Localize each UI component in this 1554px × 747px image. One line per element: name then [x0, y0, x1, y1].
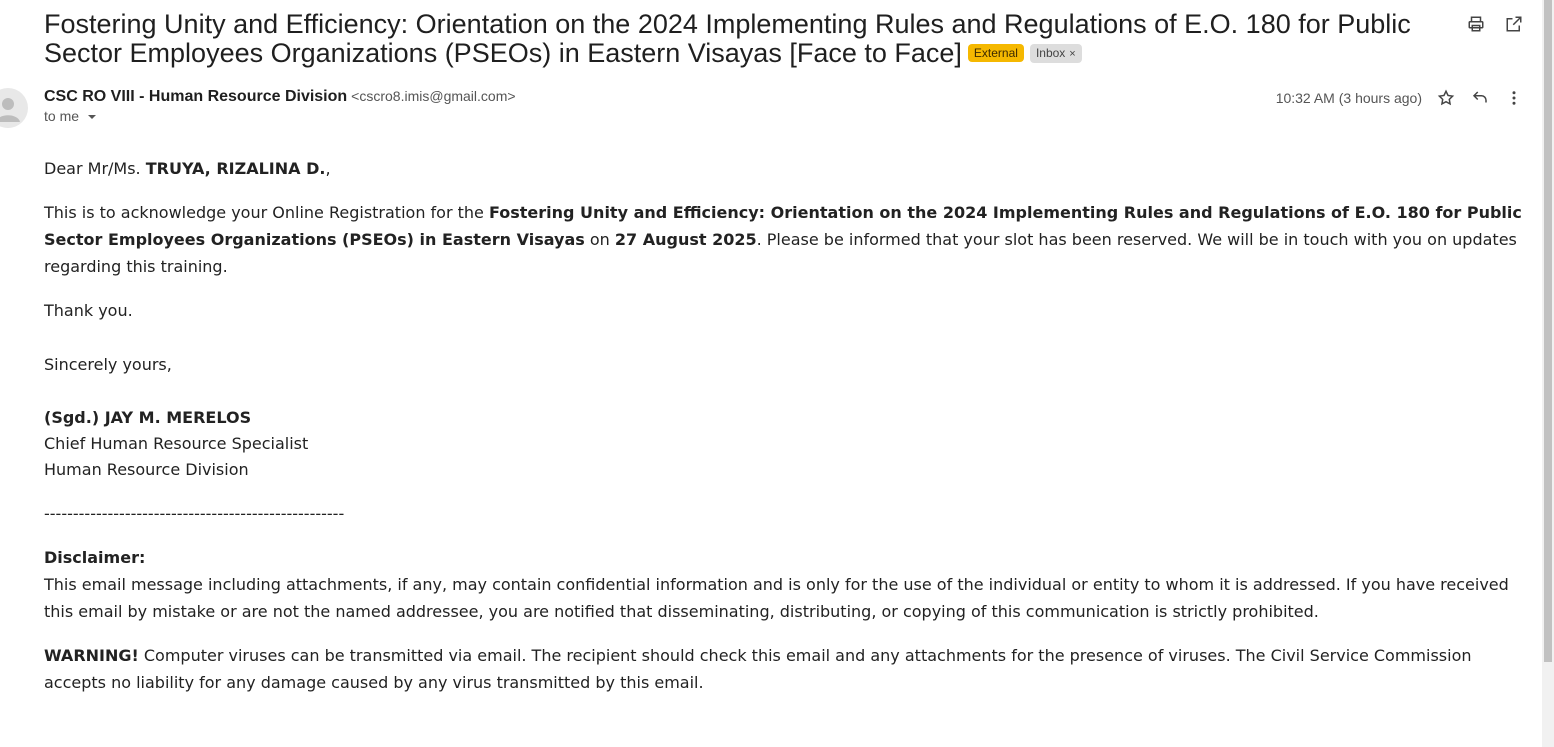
greeting-suffix: ,: [325, 159, 331, 178]
signatory-division: Human Resource Division: [44, 460, 249, 479]
ack-title: Fostering Unity and Efficiency: Orientation on the 2024 Implementing Rules and Regulations of E.O. 180 for Public Sector Employees Organizations (PSEOs) in Eastern Visayas: [44, 203, 1522, 249]
sender-block: [44, 88, 516, 125]
inbox-label-text: Inbox: [1035, 46, 1066, 60]
disclaimer-heading: [44, 544, 1524, 571]
closing: Sincerely yours,: [44, 355, 172, 374]
sender-email: <cscro8.imis@gmail.com>: [351, 88, 516, 104]
subject-text: Fostering Unity and Efficiency: Orientation on the 2024 Implementing Rules and Regulations of E.O. 180 for Public Sector Employees Organizations (PSEOs) in Eastern Visayas [Face to Face]: [44, 9, 1411, 68]
external-label: External: [968, 44, 1024, 62]
subject-row: [44, 10, 1444, 68]
warning-paragraph: [44, 642, 1524, 696]
print-icon[interactable]: [1466, 14, 1486, 34]
greeting-name: TRUYA, RIZALINA D.: [145, 159, 326, 178]
greeting-prefix: Dear Mr/Ms.: [44, 159, 146, 178]
star-icon[interactable]: [1436, 88, 1456, 108]
ack-suffix: . Please be informed that your slot has been reserved. We will be in touch with you on updates regarding this training.: [44, 230, 1517, 276]
sender-name[interactable]: CSC RO VIII - Human Resource Division: [44, 88, 348, 105]
reply-icon[interactable]: [1470, 88, 1490, 108]
signatory-name: (Sgd.) JAY M. MERELOS: [44, 408, 252, 427]
message-meta: [1276, 88, 1524, 108]
recipient-details-toggle[interactable]: [44, 108, 516, 125]
thanks: Thank you.: [44, 301, 133, 320]
ack-date: 27 August 2025: [614, 230, 757, 249]
remove-label-button[interactable]: ×: [1069, 48, 1076, 60]
warning-text: Computer viruses can be transmitted via email. The recipient should check this email and any attachments for the presence of viruses. The Civil Service Commission accepts no liability for any damage caused by any virus transmitted by this email.: [44, 646, 1472, 692]
disclaimer-text: This email message including attachments, if any, may contain confidential information and is only for the use of the individual or entity to whom it is addressed. If you have received this email by mistake or are not the named addressee, you are notified that disseminating, distributing, or copying of this communication is strictly prohibited.: [44, 575, 1509, 621]
scrollbar-thumb[interactable]: [1544, 0, 1552, 662]
subject-actions: [1466, 14, 1524, 34]
recipient-label: to me: [44, 108, 80, 124]
timestamp: 10:32 AM (3 hours ago): [1275, 90, 1422, 106]
vertical-scrollbar[interactable]: [1542, 0, 1554, 747]
email-body: [44, 155, 1524, 696]
ack-on: on: [584, 230, 615, 249]
separator: ----------------------------------------------------: [44, 504, 345, 523]
disclaimer-heading-text: Disclaimer:: [44, 548, 146, 567]
chevron-down-icon[interactable]: [87, 109, 97, 125]
signatory-title: Chief Human Resource Specialist: [44, 434, 309, 453]
signatory: [44, 405, 1524, 431]
inbox-label[interactable]: [1030, 44, 1082, 63]
greeting: [44, 155, 1524, 182]
open-in-new-icon[interactable]: [1504, 14, 1524, 34]
email-subject: [44, 10, 1444, 68]
warning-label: WARNING!: [44, 646, 139, 665]
ack-prefix: This is to acknowledge your Online Registration for the: [44, 203, 489, 222]
acknowledgement-paragraph: [44, 199, 1524, 280]
more-vert-icon[interactable]: [1504, 88, 1524, 108]
sender-avatar[interactable]: [0, 88, 28, 128]
